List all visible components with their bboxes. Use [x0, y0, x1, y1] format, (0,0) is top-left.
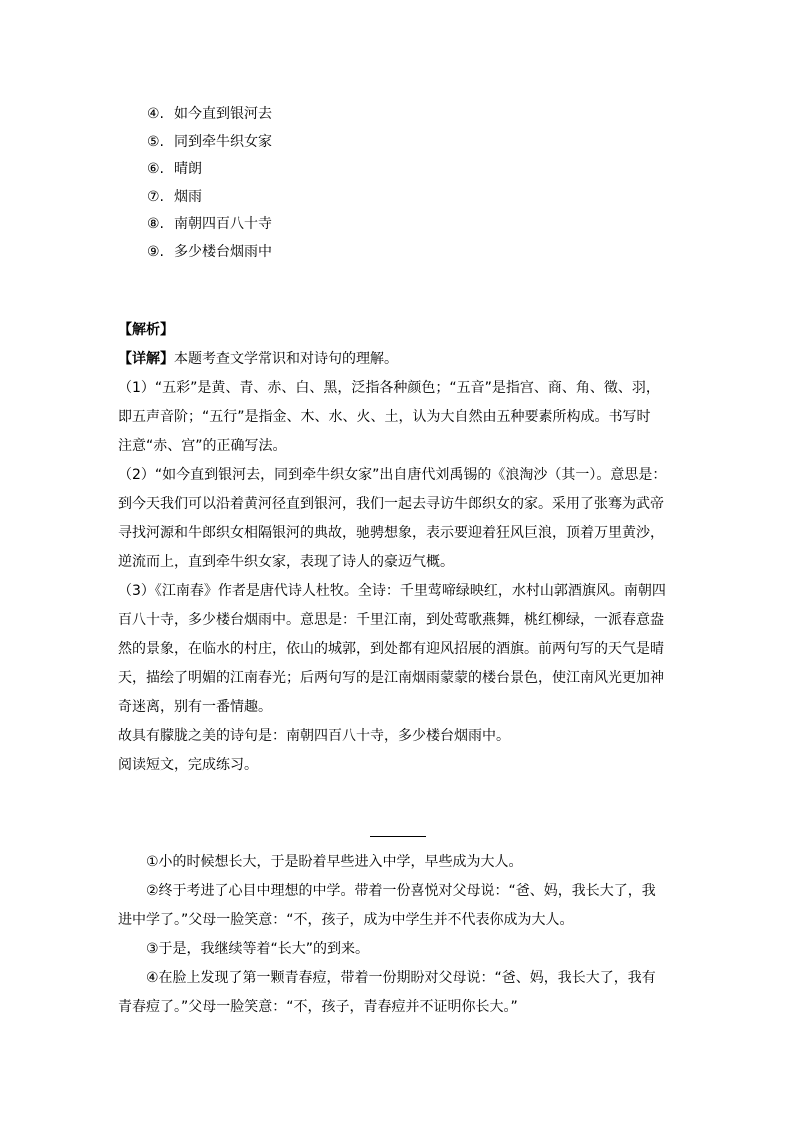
answer-number: ⑨.: [147, 243, 165, 260]
answer-text: 同到牵牛织女家: [174, 133, 272, 150]
answer-text: 晴朗: [174, 161, 202, 178]
answer-text: 南朝四百八十寺: [174, 216, 272, 233]
passage-line: 青春痘了。”父母一脸笑意：“不，孩子，青春痘并不证明你长大。”: [118, 999, 518, 1015]
answer-item: [147, 211, 272, 239]
analysis-line: 逆流而上，直到牵牛织女家，表现了诗人的豪迈气概。: [118, 554, 454, 570]
analysis-line: 天，描绘了明媚的江南春光；后两句写的是江南烟雨蒙蒙的楼台景色，使江南风光更加神: [118, 670, 664, 686]
analysis-line: 寻找河源和牛郎织女相隔银河的典故，驰骋想象，表示要迎着狂风巨浪，顶着万里黄沙，: [118, 525, 664, 541]
answer-item: [147, 129, 272, 157]
detail-line: [118, 345, 678, 374]
passage-line: ③于是，我继续等着“长大”的到来。: [146, 941, 370, 957]
analysis-line: （3）《江南春》作者是唐代诗人杜牧。全诗：千里莺啼绿映红，水村山郭酒旗风。南朝四: [118, 583, 666, 599]
analysis-section: [118, 316, 678, 780]
title-blank-line: [370, 836, 426, 837]
analysis-heading: 【解析】: [118, 322, 174, 338]
analysis-line: （1）“五彩”是黄、青、赤、白、黑，泛指各种颜色；“五音”是指宫、商、角、徵、羽，: [118, 380, 660, 396]
analysis-line: 然的景象，在临水的村庄，依山的城郭，到处都有迎风招展的酒旗。前两句写的天气是晴: [118, 641, 664, 657]
passage-line: 进中学了。”父母一脸笑意：“不，孩子，成为中学生并不代表你成为大人。: [118, 912, 574, 928]
analysis-line: 即五声音阶；“五行”是指金、木、水、火、土，认为大自然由五种要素所构成。书写时: [118, 409, 651, 425]
detail-text: 本题考查文学常识和对诗句的理解。: [174, 351, 398, 367]
answer-number: ⑦.: [147, 188, 165, 205]
answer-item: [147, 101, 272, 129]
answer-number: ⑥.: [147, 161, 165, 178]
answer-number: ⑤.: [147, 133, 165, 150]
passage-line: ①小的时候想长大，于是盼着早些进入中学，早些成为大人。: [146, 854, 523, 870]
analysis-line: 百八十寺，多少楼台烟雨中。意思是：千里江南，到处莺歌燕舞，桃红柳绿，一派春意盎: [118, 612, 664, 628]
analysis-line: 阅读短文，完成练习。: [118, 757, 258, 773]
answer-text: 多少楼台烟雨中: [174, 243, 272, 260]
answer-list: [147, 101, 272, 267]
answer-number: ⑧.: [147, 216, 165, 233]
answer-text: 烟雨: [174, 188, 202, 205]
detail-label: 【详解】: [118, 351, 174, 367]
analysis-line: 注意“赤、宫”的正确写法。: [118, 438, 287, 454]
analysis-line: （2）“如今直到银河去，同到牵牛织女家”出自唐代刘禹锡的《浪淘沙（其一）。意思是：: [118, 467, 667, 483]
analysis-line: 奇迷离，别有一番情趣。: [118, 699, 272, 715]
answer-item: [147, 239, 272, 267]
passage-line: ④在脸上发现了第一颗青春痘，带着一份期盼对父母说：“爸、妈，我长大了，我有: [146, 970, 656, 986]
reading-passage: [118, 848, 678, 1022]
answer-item: [147, 184, 272, 212]
passage-line: ②终于考进了心目中理想的中学。带着一份喜悦对父母说：“爸、妈，我长大了，我: [146, 883, 656, 899]
answer-item: [147, 156, 272, 184]
answer-number: ④.: [147, 106, 165, 122]
answer-text: 如今直到银河去: [174, 106, 272, 122]
analysis-line: 到今天我们可以沿着黄河径直到银河，我们一起去寻访牛郎织女的家。采用了张骞为武帝: [118, 496, 664, 512]
analysis-line: 故具有朦胧之美的诗句是：南朝四百八十寺，多少楼台烟雨中。: [118, 728, 510, 744]
